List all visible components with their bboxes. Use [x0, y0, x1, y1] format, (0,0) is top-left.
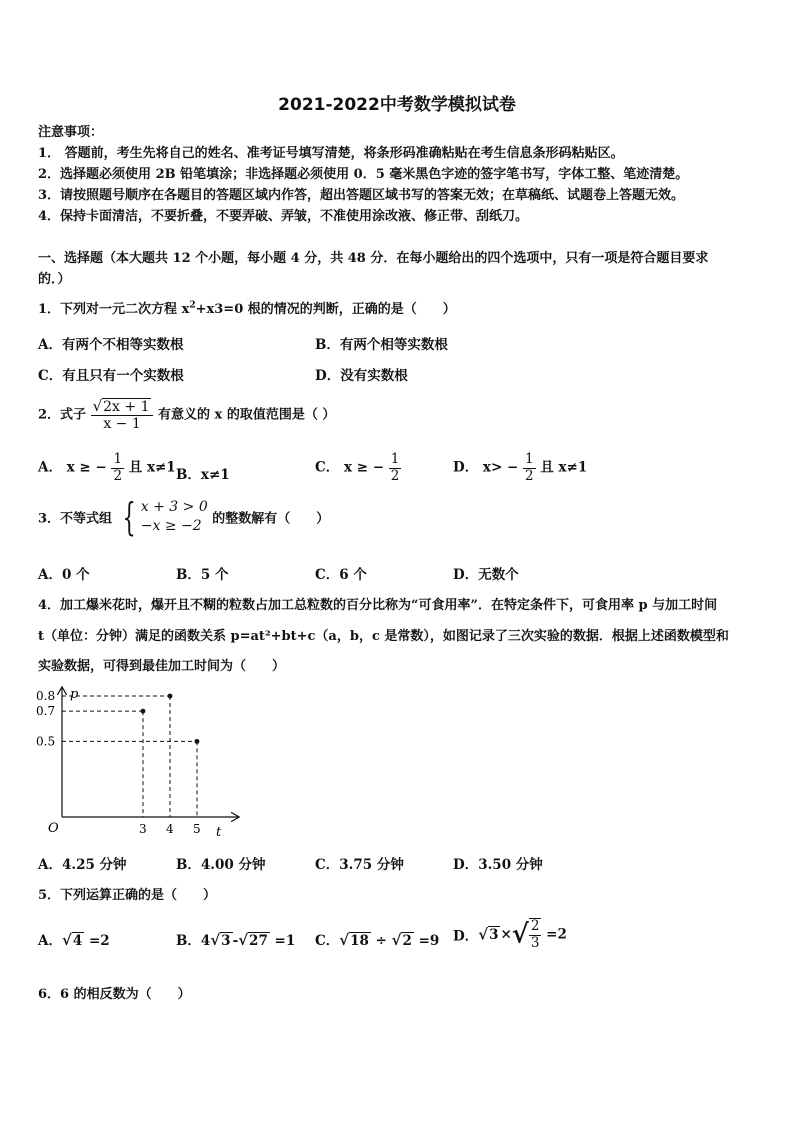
- notice-item-4: 4．保持卡面清洁，不要折叠，不要弄破、弄皱，不准使用涂改液、修正带、刮纸刀。: [38, 209, 529, 224]
- y-axis-label: p: [70, 687, 79, 702]
- q5-option-b[interactable]: B．4√3 -√27 =1: [176, 931, 296, 949]
- question-4-line1: 4．加工爆米花时，爆开且不糊的粒数占加工总粒数的百分比称为“可食用率”．在特定条件下，可食用率 p 与加工时间: [38, 598, 718, 613]
- q4-option-d[interactable]: D．3.50 分钟: [453, 857, 543, 873]
- q3-option-c[interactable]: C．6 个: [315, 567, 367, 583]
- data-point-1: [141, 709, 146, 714]
- question-5-stem: 5．下列运算正确的是（ ）: [38, 888, 217, 903]
- x-tick-label-5: 5: [193, 822, 201, 836]
- q4-option-a[interactable]: A．4.25 分钟: [38, 857, 127, 873]
- question-1-stem: 1．下列对一元二次方程 $x^2+x3=0$ 根的情况的判断，正确的是（ ）: [38, 300, 456, 317]
- q2-option-c[interactable]: C． x ≥ − $\frac{1}{2}$: [315, 451, 400, 484]
- experiment-chart: [30, 680, 240, 840]
- data-point-3: [195, 739, 200, 744]
- y-tick-label-0.7: 0.7: [36, 704, 56, 719]
- y-tick-label-0.5: 0.5: [36, 734, 56, 749]
- data-point-2: [168, 694, 173, 699]
- question-6-stem: 6．6 的相反数为（ ）: [38, 987, 191, 1002]
- q2-option-a[interactable]: A． x ≥ − $\frac{1}{2}$ 且 x≠1: [38, 451, 176, 484]
- fraction-expression: $\frac{√2x + 1}{x - 1}$: [91, 398, 154, 432]
- question-4-line3: 实验数据，可得到最佳加工时间为（ ）: [38, 659, 286, 674]
- q5-option-d[interactable]: D．√3 ×√ $\frac{2}{3}$ =2: [453, 918, 567, 951]
- section-heading-line2: 的．）: [38, 272, 71, 287]
- q1-option-b[interactable]: B．有两个相等实数根: [315, 337, 448, 353]
- q3-option-d[interactable]: D．无数个: [453, 567, 519, 583]
- section-heading-line1: 一、选择题（本大题共 12 个小题，每小题 4 分，共 48 分．在每小题给出的四个选项中，只有一项是符合题目要求: [38, 251, 709, 266]
- q4-option-b[interactable]: B．4.00 分钟: [176, 857, 266, 873]
- x-tick-label-4: 4: [166, 822, 174, 836]
- x-axis-label: t: [216, 825, 222, 840]
- notice-heading: 注意事项：: [38, 125, 104, 140]
- q5-option-c[interactable]: C．√18 ÷ √2 =9: [315, 931, 440, 949]
- q1-option-c[interactable]: C．有且只有一个实数根: [38, 368, 184, 384]
- origin-label: O: [48, 821, 59, 836]
- q1-option-a[interactable]: A．有两个不相等实数根: [38, 337, 184, 353]
- q2-option-d[interactable]: D． x> − $\frac{1}{2}$ 且 x≠1: [453, 451, 588, 484]
- q1-option-d[interactable]: D．没有实数根: [315, 368, 408, 384]
- inequality-system: { x + 3 > 0 −x ≥ −2: [122, 495, 208, 539]
- question-3-stem: 3．不等式组 { x + 3 > 0 −x ≥ −2 的整数解有（ ）: [38, 495, 330, 539]
- q3-option-b[interactable]: B．5 个: [176, 567, 229, 583]
- x-tick-label-3: 3: [139, 822, 147, 836]
- notice-item-1: 1． 答题前，考生先将自己的姓名、准考证号填写清楚，将条形码准确粘贴在考生信息条形码粘贴区。: [38, 146, 624, 161]
- page-title: 2021-2022中考数学模拟试卷: [278, 95, 516, 115]
- q4-option-c[interactable]: C．3.75 分钟: [315, 857, 404, 873]
- question-2-stem: 2．式子 $\frac{√2x + 1}{x - 1}$ 有意义的 x 的取值范围是（ ）: [38, 397, 336, 433]
- q2-option-b[interactable]: B．x≠1: [176, 467, 230, 483]
- notice-item-2: 2．选择题必须使用 2B 铅笔填涂；非选择题必须使用 0．5 毫米黑色字迹的签字笔书写，字体工整、笔迹清楚。: [38, 167, 689, 182]
- q5-option-a[interactable]: A．√4 =2: [38, 931, 110, 949]
- y-tick-label-0.8: 0.8: [36, 689, 56, 703]
- notice-item-3: 3．请按照题号顺序在各题目的答题区域内作答，超出答题区域书写的答案无效；在草稿纸、试题卷上答题无效。: [38, 188, 685, 203]
- q3-option-a[interactable]: A．0 个: [38, 567, 90, 583]
- question-4-line2: t（单位：分钟）满足的函数关系 p=at²+bt+c（a，b，c 是常数），如图记录了三次实验的数据．根据上述函数模型和: [38, 629, 729, 644]
